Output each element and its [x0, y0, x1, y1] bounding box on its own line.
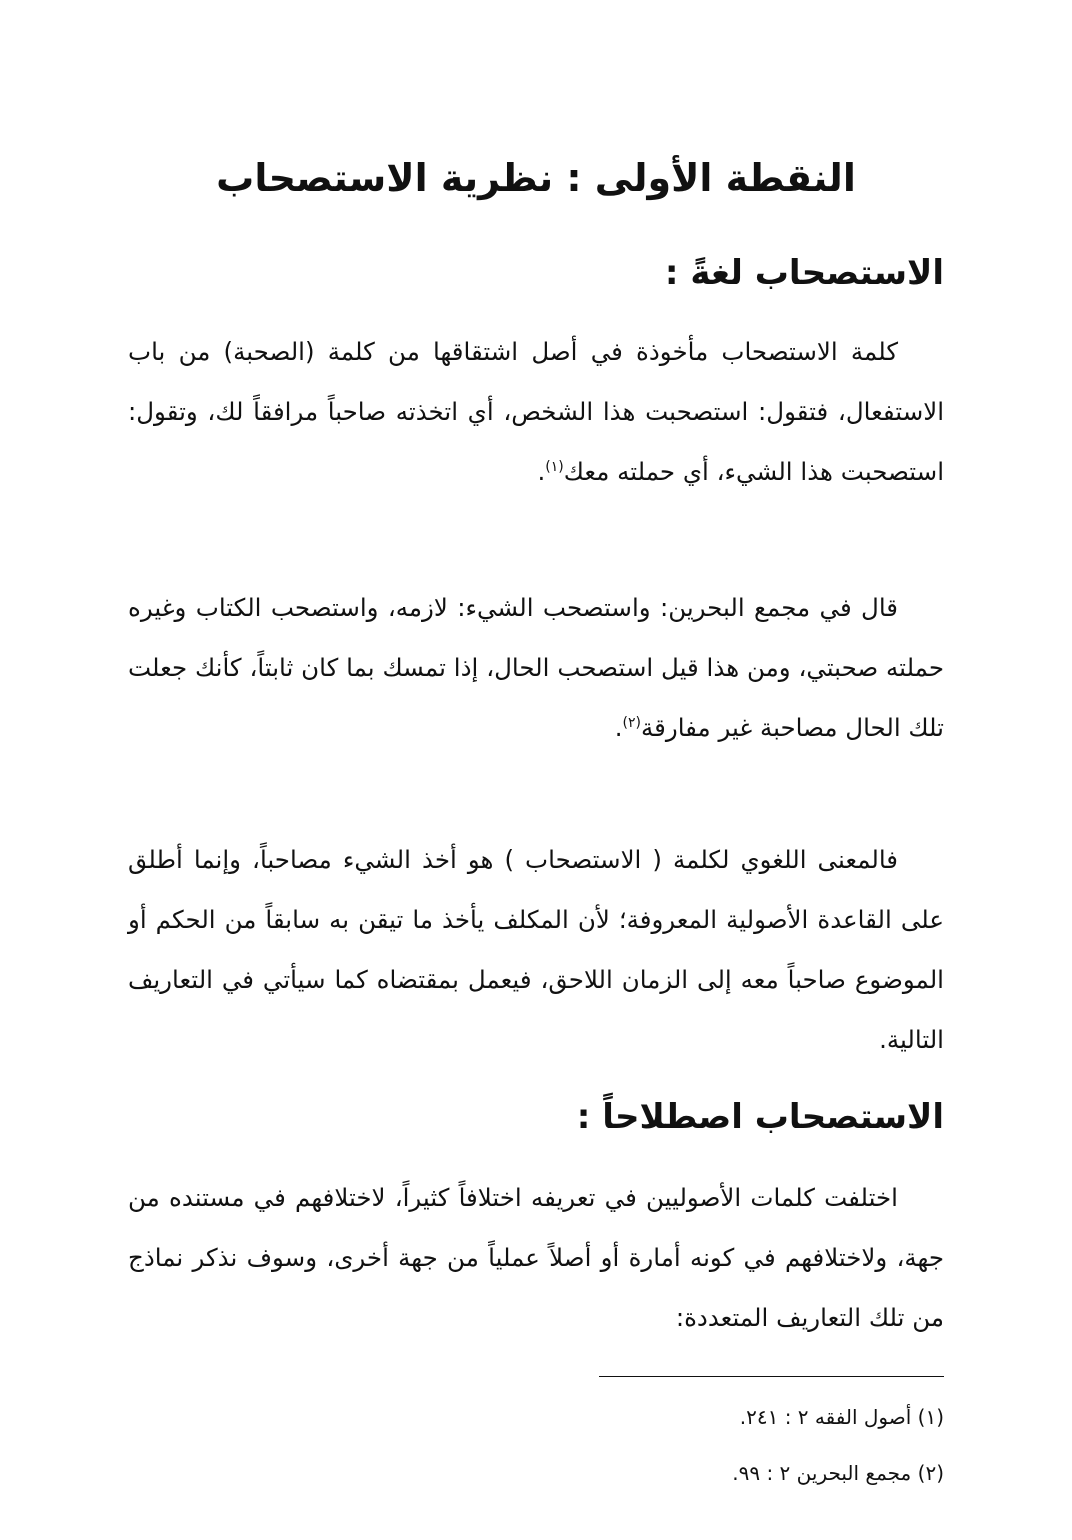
page-title: النقطة الأولى : نظرية الاستصحاب: [216, 156, 856, 200]
footnote-1: (١) أصول الفقه ٢ : ٢٤١.: [739, 1405, 944, 1429]
section-heading-linguistic: الاستصحاب لغةً :: [664, 253, 944, 293]
paragraph-text: قال في مجمع البحرين: واستصحب الشيء: لازمه، واستصحب الكتاب وغيره حملته صحبتي، ومن هذا قيل استصحب الحال، إذا تمسك بما كان ثابتاً، كأنك جعلت تلك الحال مصاحبة غير مفارقة: [128, 593, 944, 742]
paragraph-linguistic-meaning: فالمعنى اللغوي لكلمة ( الاستصحاب ) هو أخذ الشيء مصاحباً، وإنما أطلق على القاعدة الأصولية المعروفة؛ لأن المكلف يأخذ ما تيقن به سابقاً من الحكم أو الموضوع صاحباً معه إلى الزمان اللاحق، فيعمل بمقتضاه كما سيأتي في التعاريف التالية.: [128, 845, 944, 1054]
section-heading-terminological: الاستصحاب اصطلاحاً :: [576, 1097, 944, 1137]
footnote-ref-1: (١): [545, 458, 564, 475]
footnote-ref-2: (٢): [622, 714, 642, 731]
paragraph-end: .: [537, 457, 546, 486]
paragraph-text: كلمة الاستصحاب مأخوذة في أصل اشتقاقها من كلمة (الصحبة) من باب الاستفعال، فتقول: استصحبت هذا الشخص، أي اتخذته صاحباً مرافقاً لك، وتقول: استصحبت هذا الشيء، أي حملته معك: [128, 337, 944, 486]
paragraph-majma-quote: [128, 578, 944, 758]
footnote-2: (٢) مجمع البحرين ٢ : ٩٩.: [732, 1461, 944, 1485]
footnote-divider: [599, 1376, 944, 1377]
paragraph-end: .: [614, 713, 623, 742]
paragraph-terminological-intro: اختلفت كلمات الأصوليين في تعريفه اختلافاً كثيراً، لاختلافهم في مستنده من جهة، ولاختلافهم في كونه أمارة أو أصلاً عملياً من جهة أخرى، وسوف نذكر نماذج من تلك التعاريف المتعددة:: [128, 1183, 944, 1332]
paragraph-linguistic-definition: [128, 322, 944, 502]
